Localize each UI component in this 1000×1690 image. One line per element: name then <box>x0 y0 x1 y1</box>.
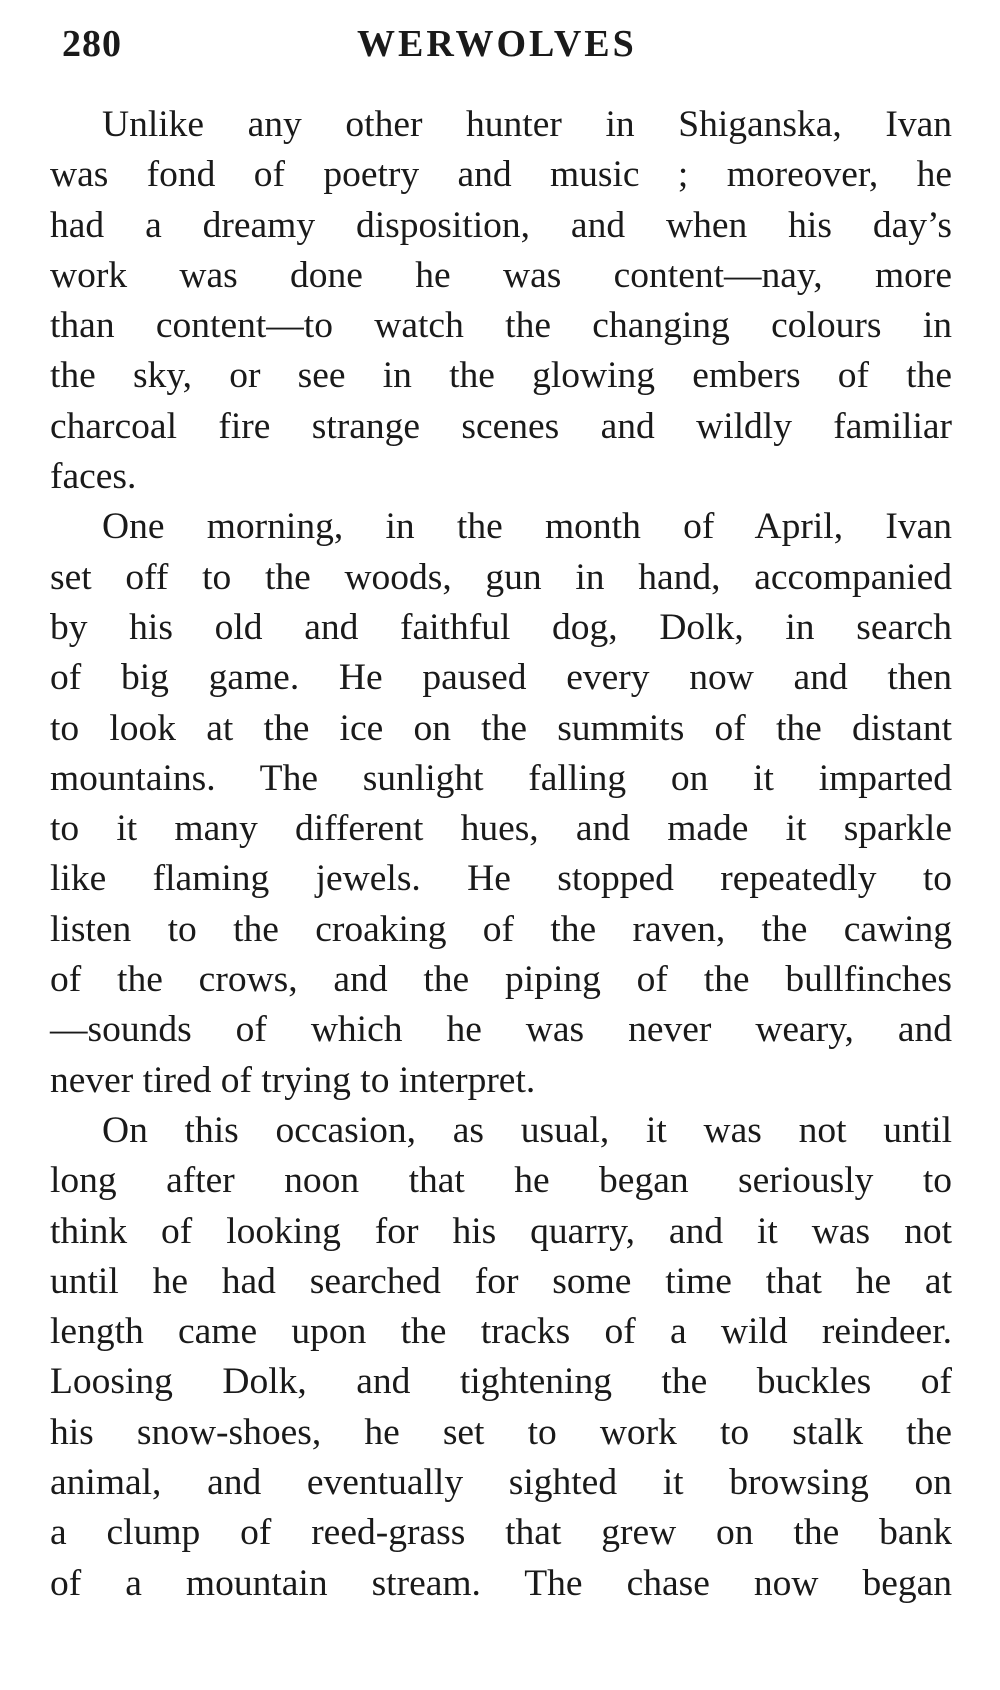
text-line: than content—to watch the changing colours in <box>50 305 952 347</box>
text-line: faces. <box>50 456 137 498</box>
text-line: length came upon the tracks of a wild reindeer. <box>50 1311 952 1353</box>
text-line: to look at the ice on the summits of the distant <box>50 707 952 749</box>
text-line: set off to the woods, gun in hand, accompanied <box>50 556 952 598</box>
text-line: was fond of poetry and music ; moreover, he <box>50 154 952 196</box>
text-line: his snow-shoes, he set to work to stalk the <box>50 1411 952 1453</box>
text-line: until he had searched for some time that he at <box>50 1260 952 1302</box>
text-line: to it many different hues, and made it sparkle <box>50 808 952 850</box>
body-text <box>50 100 952 1609</box>
text-line: animal, and eventually sighted it browsing on <box>50 1462 952 1504</box>
text-line: work was done he was content—nay, more <box>50 254 952 296</box>
text-line: On this occasion, as usual, it was not until <box>102 1109 952 1151</box>
text-line: had a dreamy disposition, and when his day’s <box>50 204 952 246</box>
text-line: of big game. He paused every now and then <box>50 657 952 699</box>
running-title: WERWOLVES <box>357 23 637 65</box>
text-line: charcoal fire strange scenes and wildly familiar <box>50 405 952 447</box>
text-line: of the crows, and the piping of the bullfinches <box>50 959 952 1001</box>
text-line: mountains. The sunlight falling on it imparted <box>50 757 952 799</box>
text-line: Unlike any other hunter in Shiganska, Ivan <box>102 104 952 145</box>
paragraph <box>50 1106 952 1609</box>
text-line: of a mountain stream. The chase now began <box>50 1562 952 1604</box>
running-head <box>62 22 962 72</box>
paragraph <box>50 100 952 502</box>
text-line: One morning, in the month of April, Ivan <box>102 506 952 548</box>
text-line: a clump of reed-grass that grew on the bank <box>50 1512 952 1554</box>
text-line: by his old and faithful dog, Dolk, in search <box>50 606 952 648</box>
text-line: Loosing Dolk, and tightening the buckles of <box>50 1361 952 1403</box>
paragraph <box>50 502 952 1106</box>
text-line: like flaming jewels. He stopped repeatedly to <box>50 858 952 900</box>
page-number: 280 <box>62 23 122 65</box>
text-line: —sounds of which he was never weary, and <box>50 1009 952 1051</box>
text-line: think of looking for his quarry, and it was not <box>50 1210 952 1252</box>
text-line: the sky, or see in the glowing embers of the <box>50 355 952 397</box>
text-line: never tired of trying to interpret. <box>50 1059 536 1101</box>
text-line: listen to the croaking of the raven, the cawing <box>50 908 952 950</box>
text-line: long after noon that he began seriously to <box>50 1160 952 1202</box>
